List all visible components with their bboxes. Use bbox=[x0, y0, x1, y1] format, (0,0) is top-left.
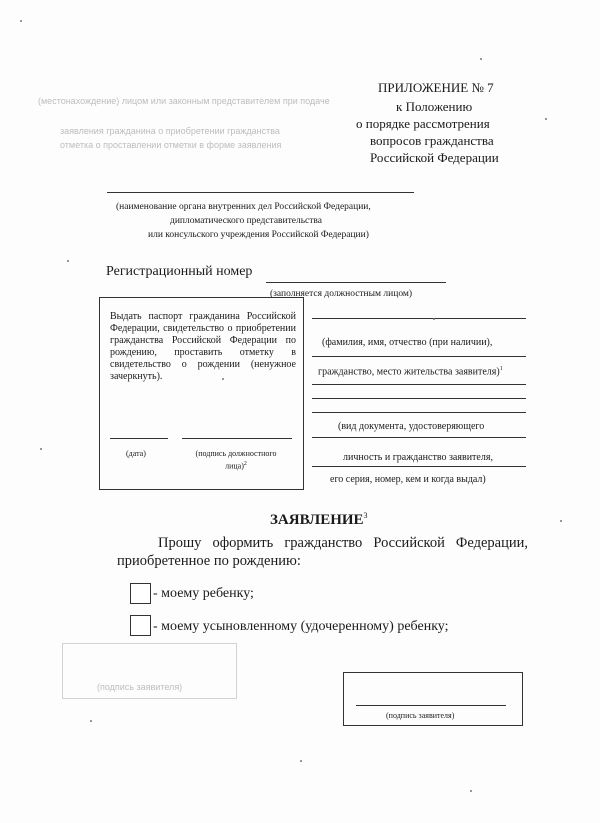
scan-speck bbox=[560, 520, 562, 522]
authority-caption: или консульского учреждения Российской Федерации) bbox=[148, 230, 369, 240]
bleed-through-line: заявления гражданина о приобретении гражданства bbox=[60, 126, 280, 136]
scan-speck bbox=[90, 720, 92, 722]
registration-label: Регистрационный номер bbox=[106, 264, 253, 279]
statement-body-line: приобретенное по рождению: bbox=[117, 553, 301, 569]
applicant-signature-line[interactable] bbox=[356, 705, 506, 706]
header-line: к Положению bbox=[396, 99, 473, 114]
official-signature-caption-text: (подпись должностного лица) bbox=[195, 449, 277, 471]
applicant-document-line[interactable] bbox=[312, 412, 526, 413]
date-caption: (дата) bbox=[126, 449, 146, 458]
option-adopted-child-label: - моему усыновленному (удочеренному) ребенку; bbox=[153, 619, 449, 634]
footnote-mark: 2 bbox=[243, 461, 247, 467]
applicant-caption bbox=[318, 364, 503, 377]
statement-title bbox=[270, 511, 368, 529]
scan-speck bbox=[222, 378, 224, 380]
scan-speck bbox=[470, 790, 472, 792]
official-decision-box bbox=[99, 297, 304, 490]
header-line: вопросов гражданства bbox=[370, 133, 494, 148]
footnote-mark: 3 bbox=[363, 511, 368, 520]
scan-speck bbox=[40, 448, 42, 450]
applicant-caption: (фамилия, имя, отчество (при наличии), bbox=[322, 337, 493, 348]
applicant-caption: его серия, номер, кем и когда выдал) bbox=[330, 474, 486, 485]
decision-text: Выдать паспорт гражданина Российской Федерации, свидетельство о приобретении гражданства Российской Федерации по рождению, проставить отметку в свидетельство о рождении (ненужное зачеркнуть). bbox=[110, 311, 296, 382]
date-line[interactable] bbox=[110, 438, 168, 439]
authority-caption: (наименование органа внутренних дел Российской Федерации, bbox=[116, 202, 371, 212]
statement-title-text: ЗАЯВЛЕНИЕ bbox=[270, 512, 364, 528]
applicant-caption-text: гражданство, место жительства заявителя) bbox=[318, 366, 500, 378]
scan-speck bbox=[20, 20, 22, 22]
scan-speck bbox=[300, 760, 302, 762]
statement-body-line: Прошу оформить гражданство Российской Федерации, bbox=[158, 535, 528, 551]
scan-speck bbox=[433, 318, 435, 320]
bleed-through-line: (местонахождение) лицом или законным представителем при подаче bbox=[38, 96, 330, 106]
appendix-title: ПРИЛОЖЕНИЕ № 7 bbox=[378, 80, 494, 95]
applicant-address-line-2[interactable] bbox=[312, 398, 526, 399]
header-line: Российской Федерации bbox=[370, 150, 499, 165]
scan-speck bbox=[545, 118, 547, 120]
option-own-child-checkbox[interactable] bbox=[130, 583, 151, 604]
authority-caption: дипломатического представительства bbox=[170, 216, 322, 226]
official-signature-line[interactable] bbox=[182, 438, 292, 439]
registration-number-field[interactable] bbox=[266, 282, 446, 283]
scan-speck bbox=[67, 260, 69, 262]
applicant-document-line-3[interactable] bbox=[312, 466, 526, 467]
applicant-caption: (вид документа, удостоверяющего bbox=[338, 421, 485, 432]
applicant-caption: личность и гражданство заявителя, bbox=[343, 452, 493, 463]
scan-speck bbox=[480, 58, 482, 60]
header-line: о порядке рассмотрения bbox=[356, 116, 490, 131]
applicant-signature-box[interactable] bbox=[343, 672, 523, 726]
applicant-signature-caption: (подпись заявителя) bbox=[386, 711, 455, 720]
applicant-address-line[interactable] bbox=[312, 384, 526, 385]
bleed-through-caption: (подпись заявителя) bbox=[97, 682, 183, 692]
option-adopted-child-checkbox[interactable] bbox=[130, 615, 151, 636]
authority-line[interactable] bbox=[107, 192, 414, 193]
applicant-name-line[interactable] bbox=[312, 318, 526, 319]
bleed-through-line: отметка о проставлении отметки в форме заявления bbox=[60, 140, 282, 150]
official-signature-caption bbox=[184, 449, 288, 472]
bleed-through-box bbox=[62, 643, 237, 699]
applicant-document-line-2[interactable] bbox=[312, 437, 526, 438]
applicant-citizenship-line[interactable] bbox=[312, 356, 526, 357]
registration-caption: (заполняется должностным лицом) bbox=[270, 289, 413, 299]
option-own-child-label: - моему ребенку; bbox=[153, 586, 254, 601]
footnote-mark: 1 bbox=[499, 366, 503, 372]
